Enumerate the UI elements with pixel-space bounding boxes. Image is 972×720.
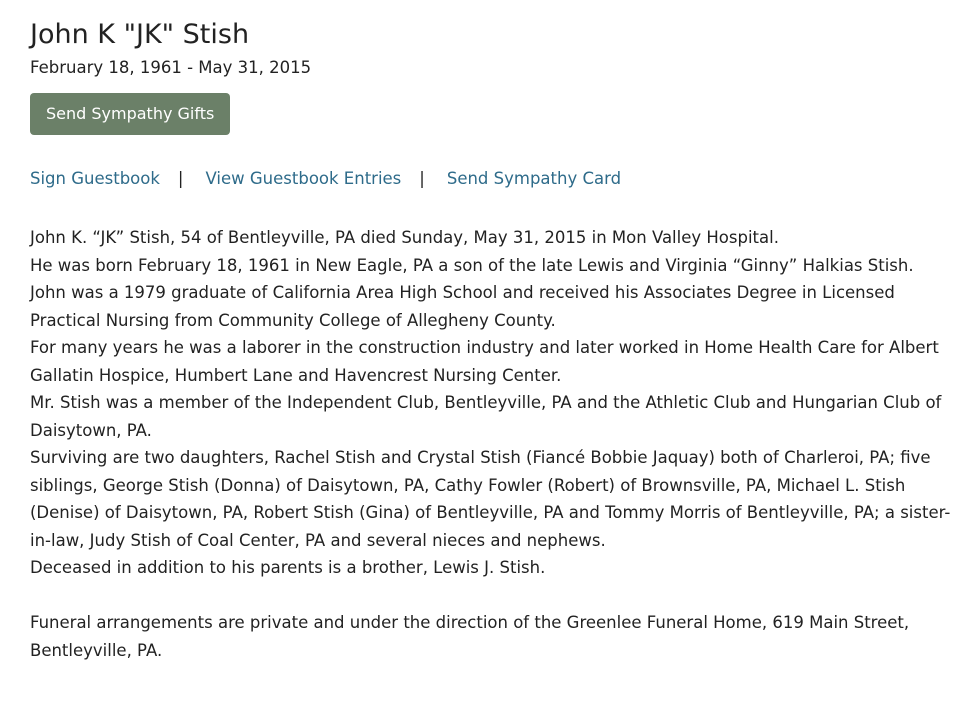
- send-sympathy-gifts-button[interactable]: Send Sympathy Gifts: [30, 93, 230, 135]
- link-separator: |: [419, 169, 425, 188]
- paragraph-gap: [30, 582, 952, 610]
- funeral-arrangements: Funeral arrangements are private and under the direction of the Greenlee Funeral Home, 619 Main Street, Bentleyville, PA.: [30, 613, 910, 660]
- obituary-paragraph: John was a 1979 graduate of California Area High School and received his Associates Degree in Licensed Practical Nursing from Community College of Allegheny County.: [30, 283, 895, 330]
- deceased-name: John K "JK" Stish: [30, 19, 250, 50]
- obituary-paragraph: Surviving are two daughters, Rachel Stish and Crystal Stish (Fiancé Bobbie Jaquay) both of Charleroi, PA; five siblings, George Stish (Donna) of Daisytown, PA, Cathy Fowler (Robert) of Brownsville, PA, Michael L. Stish (Denise) of Daisytown, PA, Robert Stish (Gina) of Bentleyville, PA and Tommy Morris of Bentleyville, PA; a sister-in-law, Judy Stish of Coal Center, PA and several nieces and nephews.: [30, 448, 951, 550]
- link-separator: |: [177, 169, 184, 188]
- sign-guestbook-link[interactable]: Sign Guestbook: [30, 169, 160, 188]
- life-dates: February 18, 1961 - May 31, 2015: [30, 58, 312, 77]
- obituary-paragraph: For many years he was a laborer in the construction industry and later worked in Home Health Care for Albert Gallatin Hospice, Humbert Lane and Havencrest Nursing Center.: [30, 338, 939, 385]
- guestbook-links: [30, 168, 952, 190]
- obituary-paragraph: Deceased in addition to his parents is a brother, Lewis J. Stish.: [30, 558, 546, 577]
- obituary-paragraph: He was born February 18, 1961 in New Eagle, PA a son of the late Lewis and Virginia “Ginny” Halkias Stish.: [30, 255, 914, 275]
- obituary-text: [30, 224, 952, 664]
- view-guestbook-entries-link[interactable]: View Guestbook Entries: [205, 169, 402, 188]
- obituary-paragraph: John K. “JK” Stish, 54 of Bentleyville, PA died Sunday, May 31, 2015 in Mon Valley Hospital.: [30, 228, 779, 247]
- send-sympathy-card-link[interactable]: Send Sympathy Card: [446, 169, 622, 188]
- obituary-paragraph: Mr. Stish was a member of the Independent Club, Bentleyville, PA and the Athletic Club and Hungarian Club of Daisytown, PA.: [30, 393, 942, 440]
